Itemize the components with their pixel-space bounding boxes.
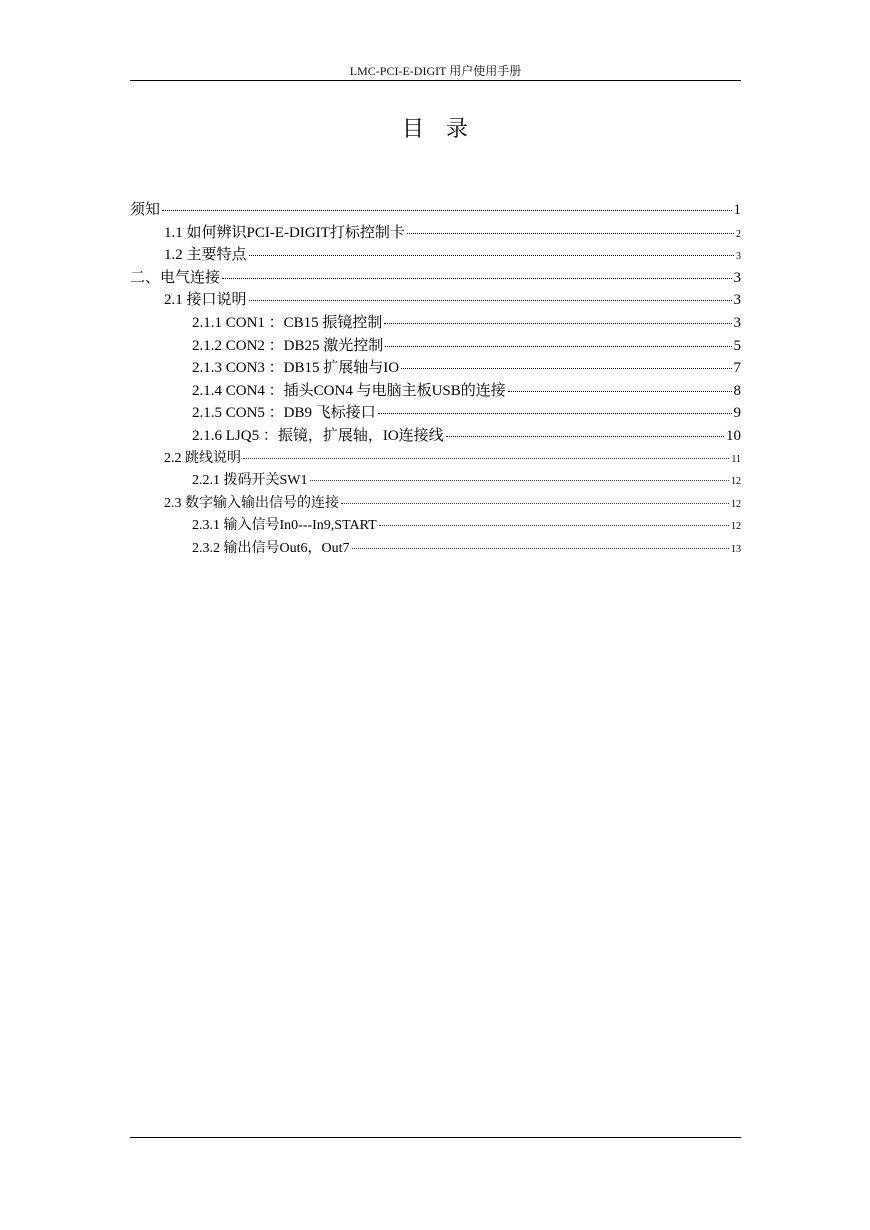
toc-entry-label: 1.1 如何辨识PCI-E-DIGIT打标控制卡 (164, 224, 405, 241)
toc-entry-label: 二、电气连接 (130, 269, 221, 286)
toc-entry-page: 12 (731, 521, 741, 533)
toc-entry-label: 2.3.1 输入信号In0---In9,START (192, 518, 377, 534)
toc-entry-page: 11 (731, 453, 741, 465)
dot-leader (249, 299, 732, 301)
toc-entry[interactable] (130, 312, 741, 335)
toc-title: 目录 (401, 116, 490, 141)
toc-entry-label: 2.1.5 CON5 ：DB9 飞标接口 (192, 405, 376, 422)
toc-entry-page: 1 (733, 202, 741, 218)
toc-entry-page: 3 (733, 314, 741, 331)
toc-entry[interactable] (130, 244, 741, 267)
toc-entry[interactable] (130, 199, 741, 222)
toc-entry-page: 12 (731, 498, 741, 510)
toc-entry-label: 2.2 跳线说明 (164, 450, 241, 466)
dot-leader (243, 457, 729, 459)
toc-entry[interactable] (130, 380, 741, 403)
toc-entry-label: 2.1 接口说明 (164, 292, 247, 309)
dot-leader (162, 209, 731, 211)
toc-entry-page: 10 (726, 427, 741, 444)
dot-leader (385, 345, 731, 347)
toc-entry-label: 2.3.2 输出信号Out6，Out7 (192, 540, 350, 556)
toc-entry[interactable] (130, 425, 741, 448)
toc-entry-page: 8 (733, 382, 741, 399)
toc-entry-label: 2.3 数字输入输出信号的连接 (164, 495, 339, 511)
toc-entry[interactable] (130, 289, 741, 312)
toc-entry-page: 3 (733, 269, 741, 286)
toc-entry-page: 3 (736, 251, 741, 263)
page-header: LMC-PCI-E-DIGIT 用户使用手册 (349, 64, 522, 78)
toc-entry-page: 9 (733, 405, 741, 422)
toc-entry[interactable] (130, 448, 741, 471)
toc-entry-label: 1.2 主要特点 (164, 247, 247, 264)
dot-leader (384, 322, 731, 324)
toc-entry[interactable] (130, 222, 741, 245)
dot-leader (249, 254, 734, 256)
header-rule (130, 80, 741, 81)
toc-entry[interactable] (130, 538, 741, 561)
dot-leader (310, 479, 730, 481)
toc-entry-page: 13 (731, 543, 741, 555)
toc-entry[interactable] (130, 402, 741, 425)
footer-rule (130, 1137, 741, 1138)
toc-entry[interactable] (130, 515, 741, 538)
toc-entry-page: 2 (736, 228, 741, 240)
toc-entry[interactable] (130, 357, 741, 380)
toc-entry[interactable] (130, 493, 741, 516)
toc-entry-label: 2.1.1 CON1 ：CB15 振镜控制 (192, 314, 383, 331)
toc-entry[interactable] (130, 335, 741, 358)
toc-entry-label: 2.1.6 LJQ5 ：振镜，扩展轴，IO连接线 (192, 427, 444, 444)
toc-entry-label: 2.1.4 CON4 ：插头CON4 与电脑主板USB的连接 (192, 382, 506, 399)
dot-leader (341, 502, 729, 504)
toc-entry-page: 3 (733, 292, 741, 309)
toc-entry-label: 须知 (130, 202, 161, 218)
toc-entry[interactable] (130, 267, 741, 290)
dot-leader (508, 390, 732, 392)
dot-leader (222, 277, 731, 279)
dot-leader (407, 232, 734, 234)
dot-leader (352, 547, 730, 549)
toc-entry-page: 5 (733, 337, 741, 354)
table-of-contents (130, 199, 741, 561)
toc-entry-label: 2.2.1 拨码开关SW1 (192, 473, 308, 489)
toc-entry[interactable] (130, 470, 741, 493)
dot-leader (446, 435, 724, 437)
dot-leader (401, 367, 731, 369)
toc-entry-label: 2.1.3 CON3 ：DB15 扩展轴与IO (192, 360, 400, 377)
dot-leader (379, 524, 729, 526)
toc-entry-label: 2.1.2 CON2 ：DB25 激光控制 (192, 337, 384, 354)
dot-leader (378, 412, 732, 414)
toc-entry-page: 12 (731, 476, 741, 488)
toc-entry-page: 7 (733, 360, 741, 377)
